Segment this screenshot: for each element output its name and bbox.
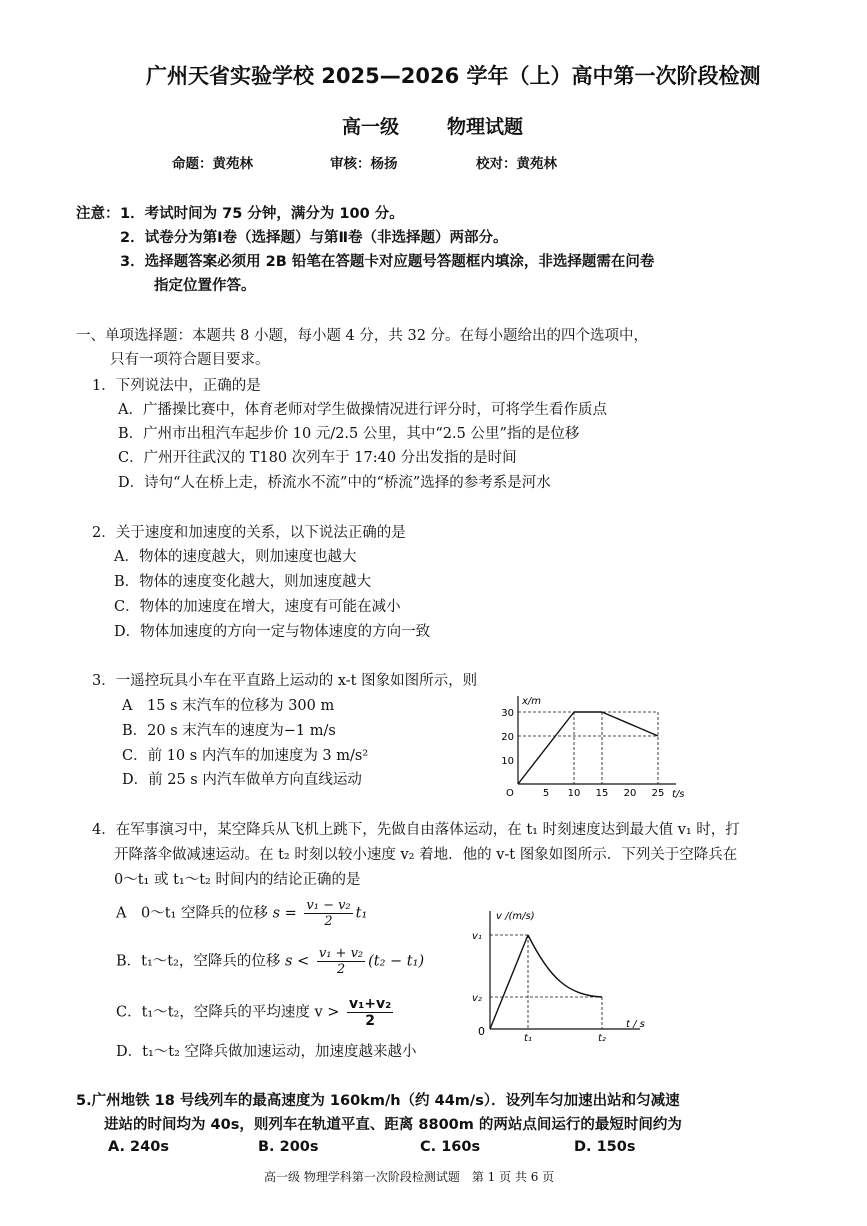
origin-label: 0 xyxy=(478,1025,485,1038)
q3-stem: 3．一遥控玩具小车在平直路上运动的 x-t 图象如图所示，则 xyxy=(92,673,478,689)
section-heading-cont: 只有一项符合题目要求。 xyxy=(110,352,270,368)
subject-label: 物理试题 xyxy=(447,116,524,138)
x-tick-label: 10 xyxy=(567,788,581,799)
grade-label: 高一级 xyxy=(342,116,400,138)
fraction-numerator: v₁+v₂ xyxy=(349,996,392,1012)
q4-option-d: D．t₁～t₂ 空降兵做加速运动，加速度越来越小 xyxy=(116,1044,417,1060)
q1-option-b: B．广州市出租汽车起步价 10 元/2.5 公里，其中“2.5 公里”指的是位移 xyxy=(118,426,580,442)
q4-option-c xyxy=(116,996,396,1029)
q1-option-d: D．诗句“人在桥上走，桥流水不流”中的“桥流”选择的参考系是河水 xyxy=(118,475,551,491)
q3-option-a: A 15 s 末汽车的位移为 300 m xyxy=(122,698,335,714)
q2-option-d: D．物体加速度的方向一定与物体速度的方向一致 xyxy=(114,624,431,640)
xt-graph xyxy=(488,690,685,802)
fraction-denominator: 2 xyxy=(336,962,346,977)
q4-option-c-fraction xyxy=(347,996,393,1029)
t1-label: t₁ xyxy=(524,1033,532,1044)
section-heading: 一、单项选择题：本题共 8 小题，每小题 4 分，共 32 分。在每小题给出的四个选项中， xyxy=(76,328,649,344)
y-tick-label: 10 xyxy=(501,756,514,767)
page-footer: 高一级 物理学科第一次阶段检测试题 第 1 页 共 6 页 xyxy=(264,1170,555,1184)
q5-option-b: B. 200s xyxy=(258,1139,319,1155)
note-item: 指定位置作答。 xyxy=(154,278,256,294)
q3-option-c: C．前 10 s 内汽车的加速度为 3 m/s² xyxy=(122,748,369,764)
q2-stem: 2．关于速度和加速度的关系，以下说法正确的是 xyxy=(92,525,406,541)
xt-series-segment xyxy=(518,712,574,784)
vt-rising-segment xyxy=(490,935,528,1029)
q1-option-a: A．广播操比赛中，体育老师对学生做操情况进行评分时，可将学生看作质点 xyxy=(118,402,607,418)
x-axis-label: t/s xyxy=(672,789,685,800)
proofreader-label: 校对：黄苑林 xyxy=(476,156,557,172)
y-tick-label: 20 xyxy=(501,732,514,743)
q2-option-b: B．物体的速度变化越大，则加速度越大 xyxy=(114,574,372,590)
reviewer-label: 审核：杨扬 xyxy=(330,156,398,172)
y-axis-label: x/m xyxy=(522,696,542,707)
q2-option-a: A．物体的速度越大，则加速度也越大 xyxy=(114,549,357,565)
q4-stem-line1: 4．在军事演习中，某空降兵从飞机上跳下，先做自由落体运动，在 t₁ 时刻速度达到最大值 v₁ 时，打 xyxy=(92,822,740,838)
fraction-numerator: v₁ + v₂ xyxy=(318,946,364,961)
q4-stem-line3: 0～t₁ 或 t₁～t₂ 时间内的结论正确的是 xyxy=(114,872,361,888)
q5-option-d: D. 150s xyxy=(574,1139,636,1155)
q5-stem-line1: 5.广州地铁 18 号线列车的最高速度为 160km/h（约 44m/s）．设列车匀加速出站和匀减速 xyxy=(76,1093,680,1109)
author-label: 命题：黄苑林 xyxy=(172,156,253,172)
q3-option-d: D．前 25 s 内汽车做单方向直线运动 xyxy=(122,772,362,788)
fraction-denominator: 2 xyxy=(365,1013,376,1029)
q4-option-a-fraction xyxy=(304,898,352,929)
q5-option-a: A. 240s xyxy=(108,1139,169,1155)
q4-option-a-text: A 0～t₁ 空降兵的位移 xyxy=(116,905,268,922)
q5-stem-line2: 进站的时间均为 40s，则列车在轨道平直、距离 8800m 的两站点间运行的最短时间约为 xyxy=(104,1117,682,1133)
q1-stem: 1．下列说法中，正确的是 xyxy=(92,378,261,394)
q4-stem-line2: 开降落伞做减速运动。在 t₂ 时刻以较小速度 v₂ 着地．他的 v-t 图象如图所示．下列关于空降兵在 xyxy=(114,847,738,863)
vt-graph xyxy=(460,905,660,1045)
origin-label: O xyxy=(506,788,514,799)
v2-label: v₂ xyxy=(472,993,482,1004)
x-axis-label: t / s xyxy=(626,1019,645,1030)
xt-series-segment xyxy=(602,712,658,736)
notes-label: 注意： xyxy=(76,206,120,222)
q4-option-c-text: C．t₁～t₂，空降兵的平均速度 v > xyxy=(116,1004,340,1021)
t2-label: t₂ xyxy=(598,1033,606,1044)
x-tick-label: 5 xyxy=(542,788,550,799)
q3-option-b: B．20 s 末汽车的速度为−1 m/s xyxy=(122,723,336,739)
note-item: 3．选择题答案必须用 2B 铅笔在答题卡对应题号答题框内填涂，非选择题需在问卷 xyxy=(120,254,655,270)
q4-option-a xyxy=(116,898,367,929)
fraction-denominator: 2 xyxy=(324,914,333,929)
q4-option-b xyxy=(116,946,424,977)
x-tick-label: 20 xyxy=(623,788,637,799)
q2-option-c: C．物体的加速度在增大，速度有可能在减小 xyxy=(114,599,401,615)
q4-option-a-tail: t₁ xyxy=(355,905,368,922)
note-item: 1．考试时间为 75 分钟，满分为 100 分。 xyxy=(120,206,404,222)
q4-option-b-fraction xyxy=(317,946,365,977)
q4-option-a-lhs: s = xyxy=(272,905,297,922)
x-tick-label: 15 xyxy=(595,788,609,799)
q4-option-b-text: B．t₁～t₂，空降兵的位移 xyxy=(116,953,281,970)
note-item: 2．试卷分为第Ⅰ卷（选择题）与第Ⅱ卷（非选择题）两部分。 xyxy=(120,230,508,246)
fraction-numerator: v₁ − v₂ xyxy=(306,898,351,913)
vt-decel-curve xyxy=(528,935,602,997)
exam-title: 广州天省实验学校 2025—2026 学年（上）高中第一次阶段检测 xyxy=(146,64,761,88)
y-axis-label: v /(m/s) xyxy=(496,911,535,922)
q1-option-c: C．广州开往武汉的 T180 次列车于 17:40 分出发指的是时间 xyxy=(118,450,517,466)
q4-option-b-lhs: s < xyxy=(285,953,310,970)
v1-label: v₁ xyxy=(472,931,482,942)
x-tick-label: 25 xyxy=(651,788,665,799)
q4-option-b-tail: (t₂ − t₁) xyxy=(368,953,425,970)
y-tick-label: 30 xyxy=(501,708,514,719)
q5-option-c: C. 160s xyxy=(420,1139,481,1155)
